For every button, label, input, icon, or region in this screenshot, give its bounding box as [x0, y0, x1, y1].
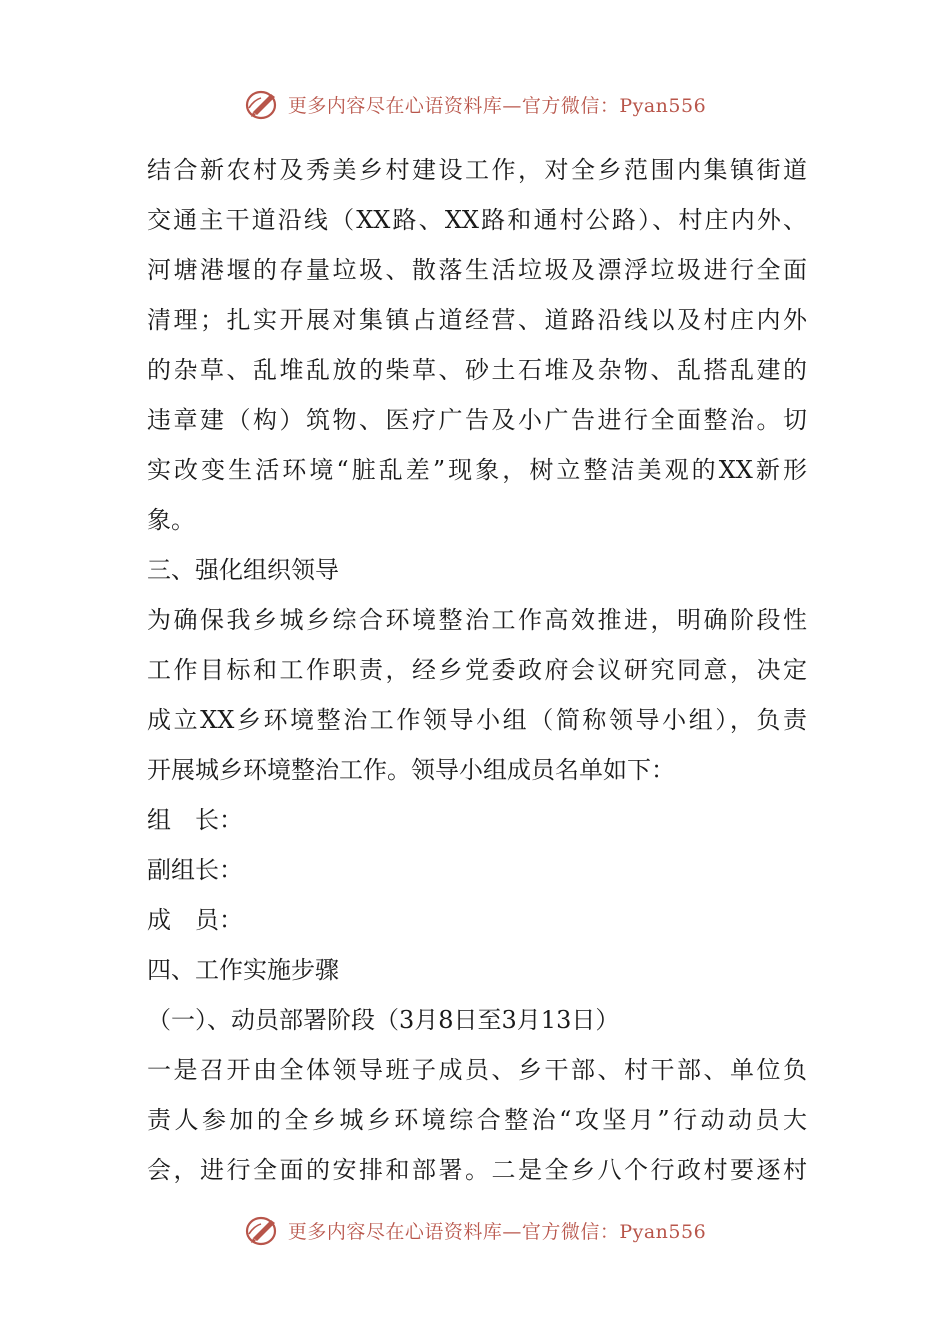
body-line-6: 违章建（构）筑物、医疗广告及小广告进行全面整治。切 — [147, 406, 807, 434]
watermark-header — [0, 86, 950, 122]
body-line-12: 成立XX乡环境整治工作领导小组（简称领导小组），负责 — [147, 706, 807, 734]
watermark-text: 更多内容尽在心语资料库—官方微信：Pyan556 — [287, 1220, 707, 1243]
body-line-8: 象。 — [147, 506, 195, 534]
pen-logo-icon — [244, 1212, 282, 1248]
body-line-5: 的杂草、乱堆乱放的柴草、砂土石堆及杂物、乱搭乱建的 — [147, 356, 807, 384]
body-line-3: 河塘港堰的存量垃圾、散落生活垃圾及漂浮垃圾进行全面 — [147, 256, 807, 284]
body-line-11: 工作目标和工作职责，经乡党委政府会议研究同意，决定 — [147, 656, 807, 684]
watermark-footer — [0, 1212, 950, 1248]
document-body — [147, 145, 807, 1195]
subsection-heading-1: （一）、动员部署阶段（3月8日至3月13日） — [147, 1006, 620, 1034]
body-line-7: 实改变生活环境“脏乱差”现象，树立整洁美观的XX新形 — [147, 456, 807, 484]
section-heading-4: 四、工作实施步骤 — [147, 956, 339, 984]
leader-label: 组 长： — [147, 806, 243, 834]
body-line-4: 清理；扎实开展对集镇占道经营、道路沿线以及村庄内外 — [147, 306, 807, 334]
body-line-19: 一是召开由全体领导班子成员、乡干部、村干部、单位负 — [147, 1056, 807, 1084]
body-line-1: 结合新农村及秀美乡村建设工作，对全乡范围内集镇街道 — [147, 156, 807, 184]
pen-logo-icon — [244, 86, 282, 122]
body-line-13: 开展城乡环境整治工作。领导小组成员名单如下： — [147, 756, 675, 784]
member-label: 成 员： — [147, 906, 243, 934]
watermark-text: 更多内容尽在心语资料库—官方微信：Pyan556 — [287, 94, 707, 117]
body-line-20: 责人参加的全乡城乡环境综合整治“攻坚月”行动动员大 — [147, 1106, 807, 1134]
body-line-10: 为确保我乡城乡综合环境整治工作高效推进，明确阶段性 — [147, 606, 807, 634]
body-line-2: 交通主干道沿线（XX路、XX路和通村公路）、村庄内外、 — [147, 206, 807, 234]
deputy-leader-label: 副组长： — [147, 856, 243, 884]
section-heading-3: 三、强化组织领导 — [147, 556, 339, 584]
body-line-21: 会，进行全面的安排和部署。二是全乡八个行政村要逐村 — [147, 1156, 807, 1184]
